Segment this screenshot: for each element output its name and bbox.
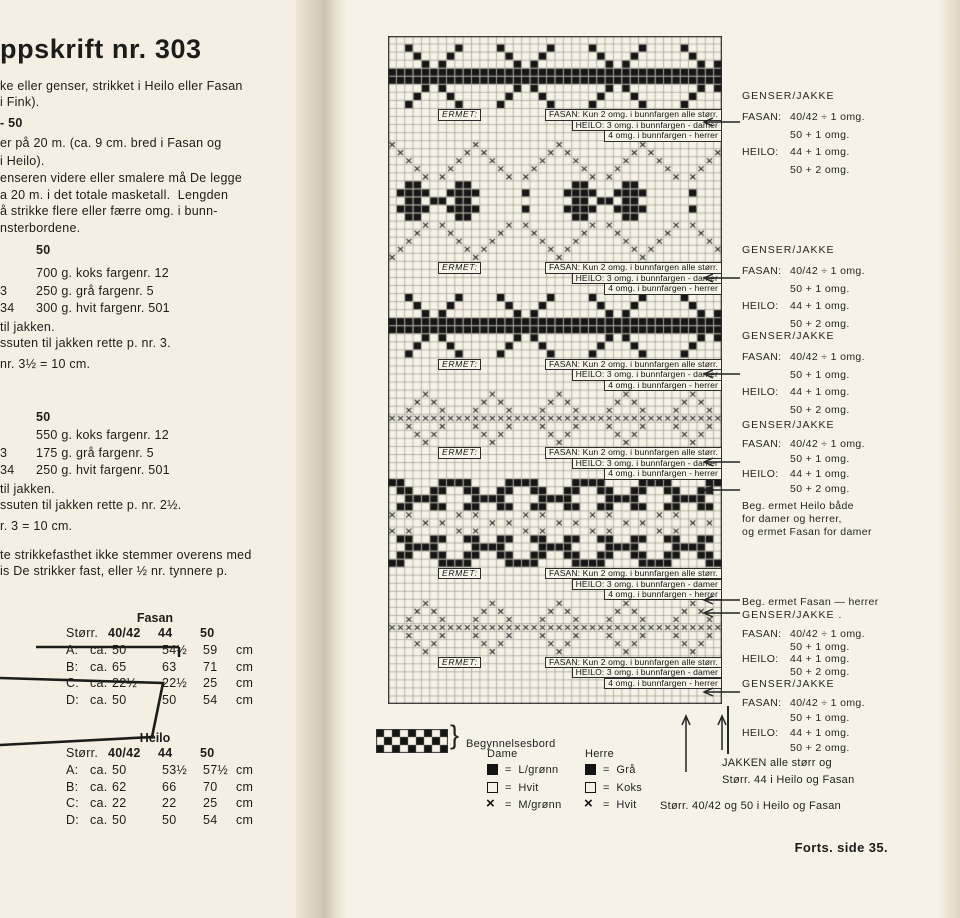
- table-cell: A:: [66, 763, 79, 777]
- ermet-label: ERMET:: [438, 359, 481, 370]
- beg-ermet-note: Beg. ermet Fasan — herrer: [742, 596, 879, 608]
- table-cell: 63: [162, 659, 177, 674]
- tension-line: is De strikker fast, eller ½ nr. tynnere p.: [0, 564, 228, 578]
- ermet-fasan-note: FASAN: Kun 2 omg. i bunnfargen alle størr.: [545, 359, 722, 370]
- table-cell: 50: [112, 812, 127, 827]
- yarn-label: HEILO:: [742, 727, 779, 739]
- open-square-icon: [585, 782, 596, 793]
- left-arrow-icon: [698, 116, 742, 128]
- annotation-row: [742, 318, 850, 330]
- x-mark-icon: ×: [486, 795, 495, 812]
- jakken-note: Størr. 44 i Heilo og Fasan: [722, 774, 855, 786]
- ermet-fasan-note: FASAN: Kun 2 omg. i bunnfargen alle størr.: [545, 262, 722, 273]
- annotation-row: [742, 404, 850, 416]
- yarn-label: FASAN:: [742, 697, 782, 709]
- table-cell: 54½: [162, 643, 188, 657]
- round-adjustment: 50 + 2 omg.: [790, 317, 850, 330]
- left-arrow-icon: [698, 456, 742, 468]
- materials-note: ssuten til jakken rette p. nr. 3.: [0, 336, 171, 350]
- table-cell: cm: [236, 643, 254, 657]
- round-adjustment: 44 + 1 omg.: [790, 653, 850, 665]
- chart-note-band: [388, 358, 722, 390]
- left-arrow-icon: [698, 368, 742, 380]
- ermet-heilo-note: HEILO: 3 omg. i bunnfargen - damer: [572, 667, 722, 678]
- materials-item: 250 g. grå fargenr. 5: [36, 283, 154, 298]
- table-cell: 54: [203, 692, 218, 707]
- round-adjustment: 40/42 ÷ 1 omg.: [790, 265, 865, 277]
- materials-note: til jakken.: [0, 320, 55, 334]
- table-cell: 50: [112, 692, 127, 707]
- table-cell: 25: [203, 676, 218, 690]
- annotation-row: [742, 727, 850, 739]
- materials-size: 50: [36, 243, 51, 257]
- annotation-row: [742, 742, 850, 754]
- table-header-cell: 44: [158, 626, 173, 640]
- ermet-herrer-note: 4 omg. i bunnfargen - herrer: [604, 468, 722, 479]
- table-cell: 22½: [112, 676, 138, 690]
- page-title: ppskrift nr. 303: [0, 34, 202, 64]
- table-header-cell: Størr.: [66, 626, 99, 640]
- table-cell: B:: [66, 779, 79, 794]
- legend-item-label: = L/grønn: [505, 764, 559, 776]
- table-cell: ca.: [90, 643, 108, 657]
- table-cell: D:: [66, 692, 79, 707]
- table-cell: 50: [162, 692, 177, 707]
- yarn-label: FASAN:: [742, 351, 782, 363]
- round-adjustment: 44 + 1 omg.: [790, 386, 850, 398]
- ermet-herrer-note: 4 omg. i bunnfargen - herrer: [604, 283, 722, 294]
- genser-jakke-title: GENSER/JAKKE: [742, 330, 835, 342]
- table-cell: cm: [236, 692, 254, 707]
- filled-square-icon: [585, 764, 596, 775]
- table-header-cell: 50: [200, 746, 215, 760]
- ermet-herrer-note: 4 omg. i bunnfargen - herrer: [604, 130, 722, 141]
- x-mark-icon: ×: [584, 795, 593, 812]
- table-cell: ca.: [90, 692, 108, 707]
- annotation-row: [742, 468, 850, 480]
- yarn-label: HEILO:: [742, 300, 779, 312]
- ermet-label: ERMET:: [438, 262, 481, 273]
- table-cell: ca.: [90, 812, 108, 827]
- ermet-label: ERMET:: [438, 447, 481, 458]
- table-cell: 53½: [162, 763, 188, 777]
- left-arrow-icon: [698, 484, 742, 496]
- chart-note-band: [388, 446, 722, 478]
- yarn-label: FASAN:: [742, 628, 782, 640]
- table-cell: 62: [112, 779, 127, 794]
- annotation-row: [742, 283, 850, 295]
- gauge-line: i Heilo).: [0, 154, 45, 168]
- table-cell: cm: [236, 763, 254, 777]
- ermet-herrer-note: 4 omg. i bunnfargen - herrer: [604, 380, 722, 391]
- table-cell: C:: [66, 796, 79, 810]
- yarn-label: HEILO:: [742, 146, 779, 158]
- round-adjustment: 40/42 ÷ 1 omg.: [790, 351, 865, 363]
- materials-item: 700 g. koks fargenr. 12: [36, 266, 169, 280]
- needle-ref: 34: [0, 301, 15, 315]
- round-adjustment: 50 + 2 omg.: [790, 742, 850, 754]
- round-adjustment: 50 + 1 omg.: [790, 453, 850, 465]
- ermet-herrer-note: 4 omg. i bunnfargen - herrer: [604, 589, 722, 600]
- table-cell: 57½: [203, 763, 229, 777]
- open-square-icon: [487, 782, 498, 793]
- round-adjustment: 50 + 1 omg.: [790, 712, 850, 724]
- round-adjustment: 50 + 2 omg.: [790, 403, 850, 416]
- table-cell: 54: [203, 812, 218, 827]
- round-adjustment: 40/42 ÷ 1 omg.: [790, 111, 865, 123]
- materials-item: 300 g. hvit fargenr. 501: [36, 301, 170, 315]
- annotation-row: [742, 666, 850, 678]
- annotation-row: [742, 641, 850, 653]
- table-cell: 71: [203, 659, 218, 674]
- materials-item: 250 g. hvit fargenr. 501: [36, 463, 170, 477]
- yarn-label: HEILO:: [742, 386, 779, 398]
- table-cell: 59: [203, 643, 218, 657]
- beg-ermet-note: Beg. ermet Heilo både: [742, 500, 854, 512]
- annotation-row: [742, 111, 865, 123]
- materials-note: ssuten til jakken rette p. nr. 2½.: [0, 498, 182, 512]
- materials-size: 50: [36, 410, 51, 424]
- table-cell: 50: [112, 643, 127, 657]
- table-header-cell: 50: [200, 626, 215, 640]
- table-cell: 50: [112, 763, 127, 777]
- round-adjustment: 44 + 1 omg.: [790, 727, 850, 739]
- materials-note: nr. 3½ = 10 cm.: [0, 357, 91, 371]
- table-title: Heilo: [139, 731, 171, 745]
- genser-jakke-title: GENSER/JAKKE: [742, 90, 835, 102]
- legend-group-title: Dame: [487, 748, 518, 760]
- table-title: Fasan: [136, 611, 174, 625]
- page-fold: [296, 0, 348, 918]
- ermet-herrer-note: 4 omg. i bunnfargen - herrer: [604, 678, 722, 689]
- round-adjustment: 44 + 1 omg.: [790, 300, 850, 312]
- table-cell: 66: [162, 779, 177, 794]
- annotation-row: [742, 453, 850, 465]
- annotation-row: [742, 265, 865, 277]
- ermet-label: ERMET:: [438, 109, 481, 120]
- ermet-fasan-note: FASAN: Kun 2 omg. i bunnfargen alle størr.: [545, 109, 722, 120]
- annotation-row: [742, 164, 850, 176]
- begynnelsesbord-strip: [376, 729, 448, 753]
- legend-item-label: = Grå: [603, 764, 636, 776]
- left-arrow-icon: [698, 272, 742, 284]
- adjust-line: enseren videre eller smalere må De legge: [0, 171, 243, 185]
- tension-line: te strikkefasthet ikke stemmer overens med: [0, 548, 252, 562]
- annotation-row: [742, 712, 850, 724]
- beg-ermet-note: og ermet Fasan for damer: [742, 526, 872, 538]
- yarn-label: FASAN:: [742, 111, 782, 123]
- annotation-row: [742, 386, 850, 398]
- round-adjustment: 40/42 ÷ 1 omg.: [790, 628, 865, 640]
- round-adjustment: 50 + 2 omg.: [790, 665, 850, 678]
- ermet-heilo-note: HEILO: 3 omg. i bunnfargen - damer: [572, 458, 722, 469]
- ermet-label: ERMET:: [438, 657, 481, 668]
- yarn-label: FASAN:: [742, 438, 782, 450]
- round-adjustment: 50 + 1 omg.: [790, 128, 850, 141]
- table-cell: ca.: [90, 659, 108, 674]
- table-header-cell: 44: [158, 746, 173, 760]
- yarn-label: HEILO:: [742, 653, 779, 665]
- table-cell: 50: [162, 812, 177, 827]
- page-right-edge: [938, 0, 960, 918]
- needle-ref: 3: [0, 283, 8, 298]
- annotation-row: [742, 369, 850, 381]
- legend-group-title: Herre: [585, 748, 615, 760]
- garment-schematic: [0, 634, 200, 764]
- round-adjustment: 40/42 ÷ 1 omg.: [790, 697, 865, 709]
- sizes-note: Størr. 40/42 og 50 i Heilo og Fasan: [660, 800, 842, 812]
- table-header-cell: 40/42: [108, 626, 141, 640]
- table-cell: ca.: [90, 779, 108, 794]
- annotation-row: [742, 438, 865, 450]
- table-cell: cm: [236, 796, 254, 810]
- table-cell: B:: [66, 659, 79, 674]
- yarn-label: FASAN:: [742, 265, 782, 277]
- legend-item-label: = Hvit: [603, 799, 637, 811]
- ermet-fasan-note: FASAN: Kun 2 omg. i bunnfargen alle størr.: [545, 447, 722, 458]
- genser-jakke-title: GENSER/JAKKE: [742, 678, 835, 690]
- round-adjustment: 50 + 1 omg.: [790, 640, 850, 653]
- annotation-row: [742, 628, 865, 640]
- annotation-row: [742, 483, 850, 495]
- left-arrow-icon: [698, 686, 742, 698]
- annotation-row: [742, 351, 865, 363]
- needle-ref: 3: [0, 445, 8, 460]
- table-cell: A:: [66, 643, 79, 657]
- yarn-label: HEILO:: [742, 468, 779, 480]
- adjust-line: å strikke flere eller færre omg. i bunn-: [0, 204, 218, 218]
- genser-jakke-title: GENSER/JAKKE .: [742, 609, 843, 621]
- materials-note: r. 3 = 10 cm.: [0, 519, 73, 533]
- table-cell: C:: [66, 676, 79, 690]
- annotation-row: [742, 129, 850, 141]
- table-cell: 25: [203, 796, 218, 810]
- materials-item: 550 g. koks fargenr. 12: [36, 428, 169, 442]
- annotation-row: [742, 697, 865, 709]
- table-cell: ca.: [90, 676, 108, 690]
- annotation-row: [742, 146, 850, 158]
- chart-note-band: [388, 261, 722, 293]
- needle-ref: 34: [0, 463, 15, 477]
- size-heading: - 50: [0, 116, 23, 130]
- table-cell: ca.: [90, 796, 108, 810]
- chart-note-band: [388, 567, 722, 599]
- table-header-cell: 40/42: [108, 746, 141, 760]
- brace-glyph: }: [450, 720, 460, 750]
- left-arrow-icon: [698, 594, 742, 606]
- table-cell: cm: [236, 779, 254, 794]
- legend-item-label: = Koks: [603, 781, 643, 794]
- begynnelsesbord-label: Begynnelsesbord: [466, 738, 556, 750]
- table-cell: cm: [236, 676, 254, 690]
- ermet-fasan-note: FASAN: Kun 2 omg. i bunnfargen alle størr.: [545, 568, 722, 579]
- knitting-chart: [388, 36, 722, 704]
- round-adjustment: 50 + 2 omg.: [790, 163, 850, 176]
- beg-ermet-note: for damer og herrer,: [742, 513, 842, 525]
- table-cell: 70: [203, 779, 218, 794]
- chart-note-band: [388, 656, 722, 688]
- annotation-row: [742, 653, 850, 665]
- table-cell: ca.: [90, 763, 108, 777]
- table-cell: 22½: [162, 676, 188, 690]
- annotation-row: [742, 300, 850, 312]
- continuation-note: Forts. side 35.: [794, 840, 888, 855]
- round-adjustment: 40/42 ÷ 1 omg.: [790, 438, 865, 450]
- ermet-label: ERMET:: [438, 568, 481, 579]
- round-adjustment: 44 + 1 omg.: [790, 146, 850, 158]
- materials-note: til jakken.: [0, 482, 55, 496]
- table-cell: 65: [112, 659, 127, 674]
- materials-item: 175 g. grå fargenr. 5: [36, 445, 154, 460]
- round-adjustment: 50 + 2 omg.: [790, 483, 850, 495]
- table-cell: cm: [236, 659, 254, 674]
- table-cell: cm: [236, 812, 254, 827]
- left-arrow-icon: [698, 607, 742, 619]
- genser-jakke-title: GENSER/JAKKE: [742, 244, 835, 256]
- table-header-cell: Størr.: [66, 746, 99, 760]
- chart-note-band: [388, 108, 722, 140]
- round-adjustment: 50 + 1 omg.: [790, 282, 850, 295]
- ermet-heilo-note: HEILO: 3 omg. i bunnfargen - damer: [572, 369, 722, 380]
- jakken-note: JAKKEN alle størr og: [722, 757, 832, 769]
- ermet-heilo-note: HEILO: 3 omg. i bunnfargen - damer: [572, 120, 722, 131]
- legend-item-label: = M/grønn: [505, 799, 562, 811]
- round-adjustment: 50 + 1 omg.: [790, 368, 850, 381]
- table-cell: 22: [112, 796, 127, 810]
- connector-line: [727, 706, 729, 754]
- up-arrow-icon: [680, 712, 692, 772]
- intro-line: ke eller genser, strikket i Heilo eller Fasan: [0, 79, 243, 93]
- ermet-fasan-note: FASAN: Kun 2 omg. i bunnfargen alle størr.: [545, 657, 722, 668]
- table-cell: 22: [162, 796, 177, 810]
- genser-jakke-title: GENSER/JAKKE: [742, 419, 835, 431]
- table-cell: D:: [66, 812, 79, 827]
- round-adjustment: 44 + 1 omg.: [790, 468, 850, 480]
- ermet-heilo-note: HEILO: 3 omg. i bunnfargen - damer: [572, 579, 722, 590]
- adjust-line: a 20 m. i det totale masketall. Lengden: [0, 187, 229, 202]
- intro-line: i Fink).: [0, 95, 40, 109]
- filled-square-icon: [487, 764, 498, 775]
- gauge-line: er på 20 m. (ca. 9 cm. bred i Fasan og: [0, 136, 222, 150]
- legend-item-label: = Hvit: [505, 781, 539, 794]
- ermet-heilo-note: HEILO: 3 omg. i bunnfargen - damer: [572, 273, 722, 284]
- adjust-line: nsterbordene.: [0, 220, 81, 235]
